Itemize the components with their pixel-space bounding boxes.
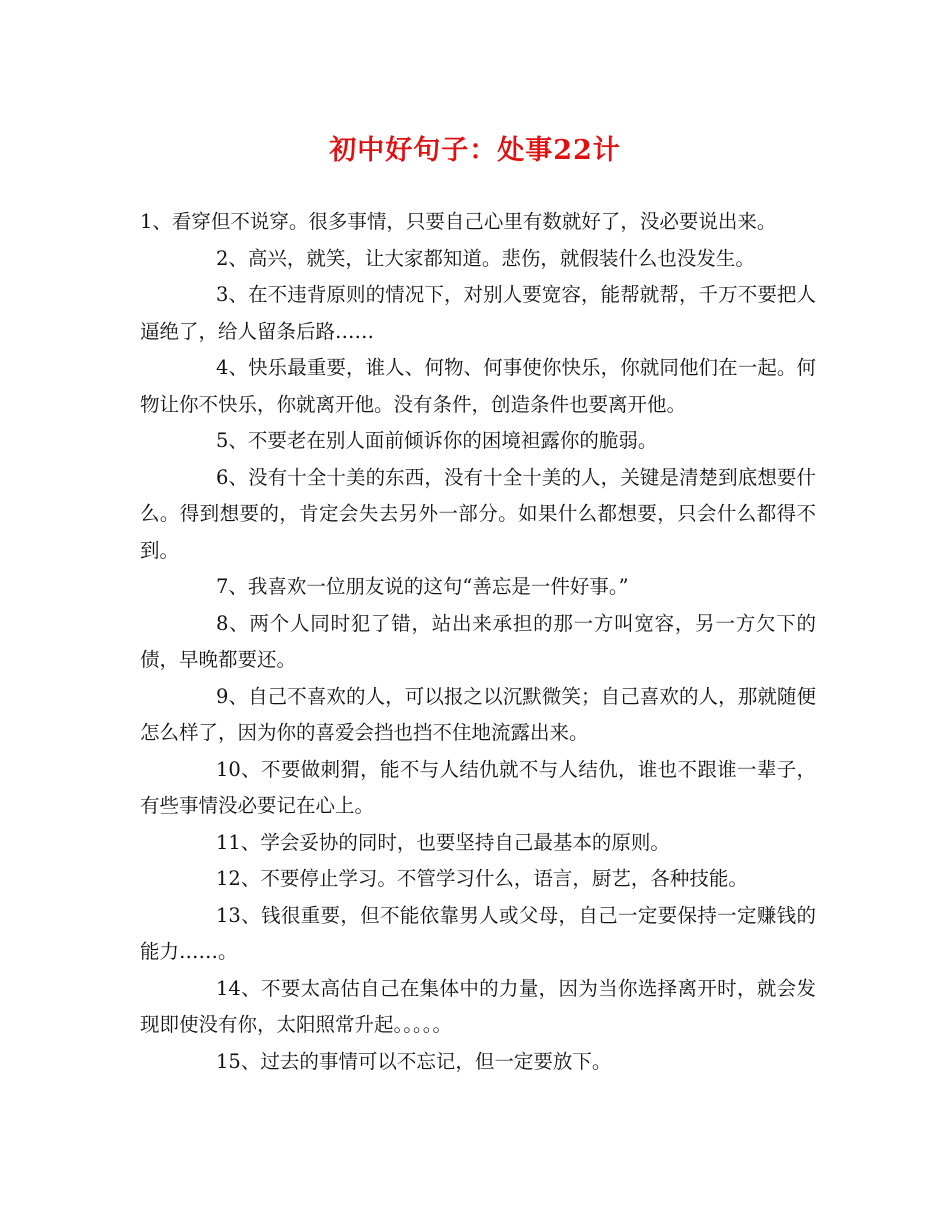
paragraph-12: 12、不要停止学习。不管学习什么，语言，厨艺，各种技能。 — [216, 867, 748, 890]
document-title: 初中好句子：处事22计 — [329, 135, 621, 166]
paragraph-10: 10、不要做刺猬，能不与人结仇就不与人结仇，谁也不跟谁一辈子，有些事情没必要记在心上。 — [140, 757, 816, 817]
document-body — [140, 204, 816, 1080]
paragraph-7: 7、我喜欢一位朋友说的这句“善忘是一件好事。” — [216, 575, 629, 598]
paragraph-14: 14、不要太高估自己在集体中的力量，因为当你选择离开时，就会发现即使没有你，太阳照常升起。。。。。 — [140, 976, 816, 1036]
paragraph-5: 5、不要老在别人面前倾诉你的困境袒露你的脆弱。 — [216, 429, 658, 452]
paragraph-2: 2、高兴，就笑，让大家都知道。悲伤，就假装什么也没发生。 — [216, 246, 755, 270]
paragraph-1: 1、看穿但不说穿。很多事情，只要自己心里有数就好了，没必要说出来。 — [140, 210, 777, 233]
paragraph-11: 11、学会妥协的同时，也要坚持自己最基本的原则。 — [216, 830, 670, 854]
paragraph-4: 4、快乐最重要，谁人、何物、何事使你快乐，你就同他们在一起。何物让你不快乐，你就离开他。没有条件，创造条件也要离开他。 — [140, 356, 816, 416]
paragraph-3: 3、在不违背原则的情况下，对别人要宽容，能帮就帮，千万不要把人逼绝了，给人留条后路…… — [140, 283, 816, 343]
paragraph-8: 8、两个人同时犯了错，站出来承担的那一方叫宽容，另一方欠下的债，早晚都要还。 — [140, 611, 816, 671]
paragraph-15: 15、过去的事情可以不忘记，但一定要放下。 — [216, 1049, 612, 1073]
paragraph-9: 9、自己不喜欢的人，可以报之以沉默微笑；自己喜欢的人，那就随便怎么样了，因为你的喜爱会挡也挡不住地流露出来。 — [140, 684, 816, 744]
paragraph-6: 6、没有十全十美的东西，没有十全十美的人，关键是清楚到底想要什么。得到想要的，肯定会失去另外一部分。如果什么都想要，只会什么都得不到。 — [140, 465, 816, 562]
paragraph-13: 13、钱很重要，但不能依靠男人或父母，自己一定要保持一定赚钱的能力……。 — [140, 903, 816, 963]
